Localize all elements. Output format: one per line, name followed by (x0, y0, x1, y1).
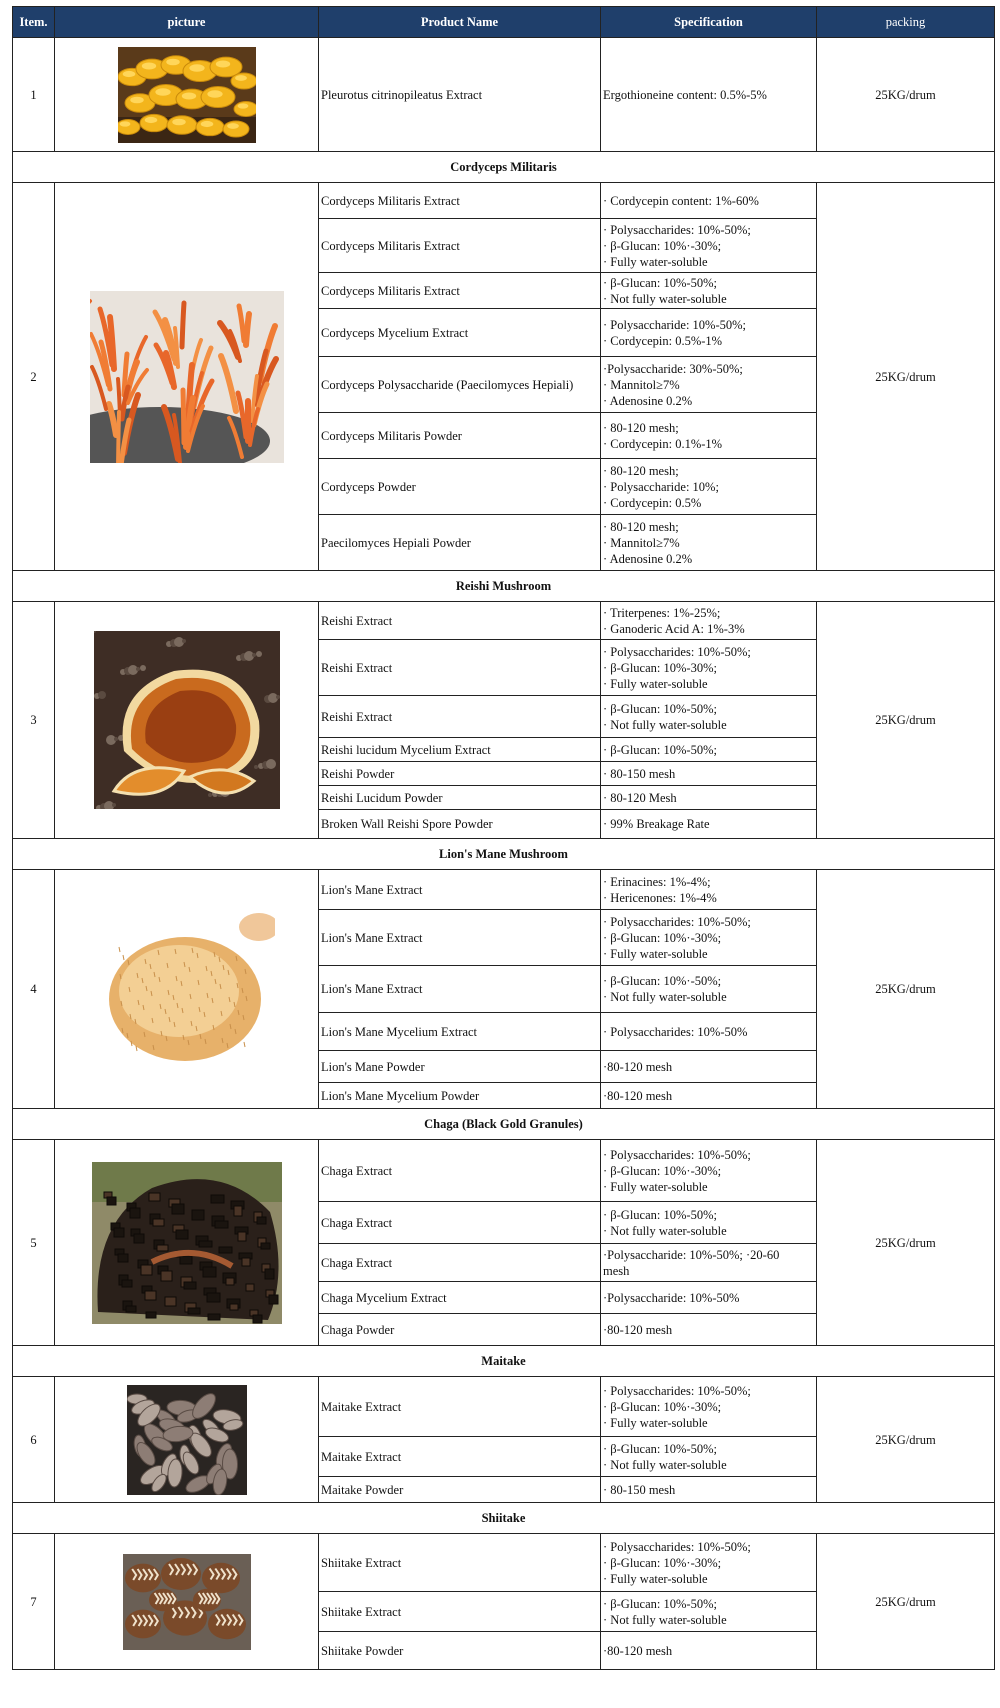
item-number: 4 (13, 870, 55, 1109)
section-title: Maitake (13, 1346, 995, 1377)
spec-line: · Fully water-soluble (603, 254, 708, 269)
item-number: 1 (13, 38, 55, 152)
spec-line: · Not fully water-soluble (603, 990, 727, 1004)
product-picture-cell (55, 1534, 319, 1670)
spec-line: · Erinacines: 1%-4%; (603, 874, 711, 889)
shiitake-mushroom-photo (123, 1554, 251, 1650)
specification (601, 738, 817, 762)
spec-line: · β-Glucan: 10%-50%; (603, 1441, 717, 1456)
spec-line: · Polysaccharide: 10%-50%; (603, 317, 747, 332)
spec-line: · Polysaccharides: 10%-50%; (603, 222, 751, 237)
product-row (13, 602, 995, 640)
header-picture: picture (55, 7, 319, 38)
product-name: Reishi Powder (319, 762, 601, 786)
product-name: Shiitake Extract (319, 1592, 601, 1632)
reishi-mushroom-photo (94, 631, 280, 809)
spec-line: · Polysaccharides: 10%-50% (603, 1024, 748, 1039)
spec-line: · Polysaccharides: 10%-50%; (603, 1383, 751, 1398)
specification (601, 1051, 817, 1083)
section-title: Lion's Mane Mushroom (13, 839, 995, 870)
specification (601, 762, 817, 786)
spec-line: · Hericenones: 1%-4% (603, 890, 717, 905)
spec-line: · 80-120 mesh; (603, 420, 679, 435)
product-name: Cordyceps Powder (319, 459, 601, 515)
spec-line: · Fully water-soluble (603, 676, 708, 691)
spec-line: · Not fully water-soluble (603, 291, 727, 306)
spec-line: · Polysaccharides: 10%-50%; (603, 914, 751, 929)
spec-line: · Cordycepin: 0.5%-1% (603, 333, 723, 348)
header-item: Item. (13, 7, 55, 38)
section-row (13, 1346, 995, 1377)
specification (601, 810, 817, 839)
packing: 25KG/drum (817, 38, 995, 152)
specification (601, 1282, 817, 1314)
product-picture-cell (55, 870, 319, 1109)
spec-line: · β-Glucan: 10%·-30%; (603, 930, 722, 945)
product-name: Reishi Extract (319, 640, 601, 696)
spec-line: · Not fully water-soluble (603, 717, 727, 732)
specification (601, 219, 817, 273)
spec-line: · β-Glucan: 10%·-30%; (603, 1399, 722, 1414)
specification (601, 515, 817, 571)
product-name: Chaga Extract (319, 1202, 601, 1244)
packing: 25KG/drum (817, 1534, 995, 1670)
spec-line: · Fully water-soluble (603, 1571, 708, 1586)
product-name: Lion's Mane Mycelium Extract (319, 1013, 601, 1051)
spec-line: · β-Glucan: 10%·-30%; (603, 238, 722, 253)
spec-line: · 80-150 mesh (603, 766, 676, 781)
product-name: Lion's Mane Mycelium Powder (319, 1083, 601, 1109)
product-name: Pleurotus citrinopileatus Extract (319, 38, 601, 152)
packing: 25KG/drum (817, 870, 995, 1109)
packing: 25KG/drum (817, 1377, 995, 1503)
section-title: Reishi Mushroom (13, 571, 995, 602)
product-name: Cordyceps Militaris Extract (319, 273, 601, 309)
specification (601, 1202, 817, 1244)
specification (601, 640, 817, 696)
specification (601, 870, 817, 910)
packing: 25KG/drum (817, 183, 995, 571)
product-row (13, 1534, 995, 1592)
product-row (13, 1140, 995, 1202)
specification (601, 786, 817, 810)
product-name: Reishi Lucidum Powder (319, 786, 601, 810)
spec-line: · Fully water-soluble (603, 1179, 708, 1194)
packing: 25KG/drum (817, 1140, 995, 1346)
item-number: 2 (13, 183, 55, 571)
specification (601, 183, 817, 219)
spec-line: · β-Glucan: 10%·-50%; (603, 974, 722, 988)
section-title: Cordyceps Militaris (13, 152, 995, 183)
section-row (13, 152, 995, 183)
product-row (13, 183, 995, 219)
specification (601, 602, 817, 640)
spec-line: · Not fully water-soluble (603, 1457, 727, 1472)
item-number: 6 (13, 1377, 55, 1503)
spec-line: ·Polysaccharide: 30%-50%; (603, 361, 743, 376)
product-name: Reishi Extract (319, 602, 601, 640)
specification (601, 357, 817, 413)
spec-line: · Cordycepin: 0.5% (603, 495, 702, 510)
specification (601, 1013, 817, 1051)
header-packing: packing (817, 7, 995, 38)
spec-line: · Cordycepin content: 1%-60% (603, 193, 759, 208)
specification (601, 1632, 817, 1670)
product-name: Cordyceps Militaris Powder (319, 413, 601, 459)
specification (601, 1437, 817, 1477)
section-row (13, 839, 995, 870)
spec-line: · Polysaccharides: 10%-50%; (603, 644, 751, 659)
product-name: Chaga Extract (319, 1140, 601, 1202)
item-number: 3 (13, 602, 55, 839)
specification (601, 1083, 817, 1109)
spec-line: · Adenosine 0.2% (603, 551, 693, 566)
spec-line: ·Polysaccharide: 10%-50%; ·20-60 (603, 1247, 780, 1262)
specification (601, 1534, 817, 1592)
product-picture-cell (55, 602, 319, 839)
spec-line: · Ganoderic Acid A: 1%-3% (603, 621, 745, 636)
spec-line: · Not fully water-soluble (603, 1612, 727, 1627)
product-name: Chaga Powder (319, 1314, 601, 1346)
spec-line: · β-Glucan: 10%-50%; (603, 742, 717, 757)
spec-line: · 80-120 Mesh (603, 790, 677, 805)
product-name: Lion's Mane Extract (319, 910, 601, 966)
spec-line: Ergothioneine content: 0.5%-5% (603, 87, 767, 102)
section-row (13, 571, 995, 602)
specification (601, 1477, 817, 1503)
spec-line: · 80-150 mesh (603, 1482, 676, 1497)
product-name: Broken Wall Reishi Spore Powder (319, 810, 601, 839)
product-table-container (12, 6, 994, 1670)
chaga-mushroom-photo (92, 1162, 282, 1324)
spec-line: · β-Glucan: 10%-30%; (603, 660, 717, 675)
spec-line: · Adenosine 0.2% (603, 393, 693, 408)
product-row (13, 870, 995, 910)
spec-line: ·80-120 mesh (603, 1059, 673, 1074)
product-name: Chaga Extract (319, 1244, 601, 1282)
product-name: Reishi lucidum Mycelium Extract (319, 738, 601, 762)
header-specification: Specification (601, 7, 817, 38)
spec-line: mesh (603, 1263, 630, 1278)
product-name: Maitake Extract (319, 1437, 601, 1477)
item-number: 5 (13, 1140, 55, 1346)
product-name: Maitake Powder (319, 1477, 601, 1503)
spec-line: · Polysaccharide: 10%; (603, 479, 719, 494)
product-picture-cell (55, 1140, 319, 1346)
spec-line: · 80-120 mesh; (603, 463, 679, 478)
section-row (13, 1503, 995, 1534)
specification (601, 696, 817, 738)
product-name: Cordyceps Militaris Extract (319, 183, 601, 219)
header-product-name: Product Name (319, 7, 601, 38)
specification (601, 1592, 817, 1632)
spec-line: · Cordycepin: 0.1%-1% (603, 436, 723, 451)
specification (601, 273, 817, 309)
product-picture-cell (55, 38, 319, 152)
spec-line: · Fully water-soluble (603, 1415, 708, 1430)
specification (601, 1377, 817, 1437)
product-name: Shiitake Powder (319, 1632, 601, 1670)
spec-line: · Fully water-soluble (603, 946, 708, 961)
spec-line: · β-Glucan: 10%-50%; (603, 701, 717, 716)
product-name: Lion's Mane Powder (319, 1051, 601, 1083)
spec-line: ·80-120 mesh (603, 1643, 673, 1658)
specification (601, 309, 817, 357)
product-name: Cordyceps Mycelium Extract (319, 309, 601, 357)
specification (601, 966, 817, 1013)
spec-line: ·Polysaccharide: 10%-50% (603, 1290, 740, 1305)
spec-line: ·80-120 mesh (603, 1088, 673, 1103)
section-title: Chaga (Black Gold Granules) (13, 1109, 995, 1140)
spec-line: · 80-120 mesh; (603, 519, 679, 534)
specification (601, 459, 817, 515)
spec-line: · Not fully water-soluble (603, 1223, 727, 1238)
packing: 25KG/drum (817, 602, 995, 839)
product-name: Paecilomyces Hepiali Powder (319, 515, 601, 571)
spec-line: · 99% Breakage Rate (603, 817, 710, 831)
lions-mane-mushroom-photo (99, 913, 275, 1065)
product-row (13, 38, 995, 152)
product-name: Cordyceps Militaris Extract (319, 219, 601, 273)
yellow-oyster-mushroom-photo (118, 47, 256, 143)
spec-line: ·80-120 mesh (603, 1322, 673, 1337)
product-name: Lion's Mane Extract (319, 870, 601, 910)
spec-line: · β-Glucan: 10%-50%; (603, 1207, 717, 1222)
product-name: Lion's Mane Extract (319, 966, 601, 1013)
cordyceps-militaris-photo (90, 291, 284, 463)
specification (601, 38, 817, 152)
product-name: Reishi Extract (319, 696, 601, 738)
spec-line: · β-Glucan: 10%-50%; (603, 1596, 717, 1611)
spec-line: · Mannitol≥7% (603, 535, 680, 550)
spec-line: · Mannitol≥7% (603, 377, 680, 392)
spec-line: · β-Glucan: 10%-50%; (603, 275, 717, 290)
product-picture-cell (55, 1377, 319, 1503)
item-number: 7 (13, 1534, 55, 1670)
section-row (13, 1109, 995, 1140)
maitake-mushroom-photo (127, 1385, 247, 1495)
product-row (13, 1377, 995, 1437)
specification (601, 1140, 817, 1202)
specification (601, 910, 817, 966)
spec-line: · Polysaccharides: 10%-50%; (603, 1147, 751, 1162)
section-title: Shiitake (13, 1503, 995, 1534)
spec-line: · Triterpenes: 1%-25%; (603, 605, 721, 620)
spec-line: · β-Glucan: 10%·-30%; (603, 1163, 722, 1178)
product-name: Cordyceps Polysaccharide (Paecilomyces Hepiali) (319, 357, 601, 413)
specification (601, 1244, 817, 1282)
product-picture-cell (55, 183, 319, 571)
spec-line: · β-Glucan: 10%·-30%; (603, 1555, 722, 1570)
product-name: Maitake Extract (319, 1377, 601, 1437)
header-row (13, 7, 995, 38)
specification (601, 1314, 817, 1346)
spec-line: · Polysaccharides: 10%-50%; (603, 1539, 751, 1554)
specification (601, 413, 817, 459)
product-table (12, 6, 995, 1670)
product-name: Shiitake Extract (319, 1534, 601, 1592)
product-name: Chaga Mycelium Extract (319, 1282, 601, 1314)
